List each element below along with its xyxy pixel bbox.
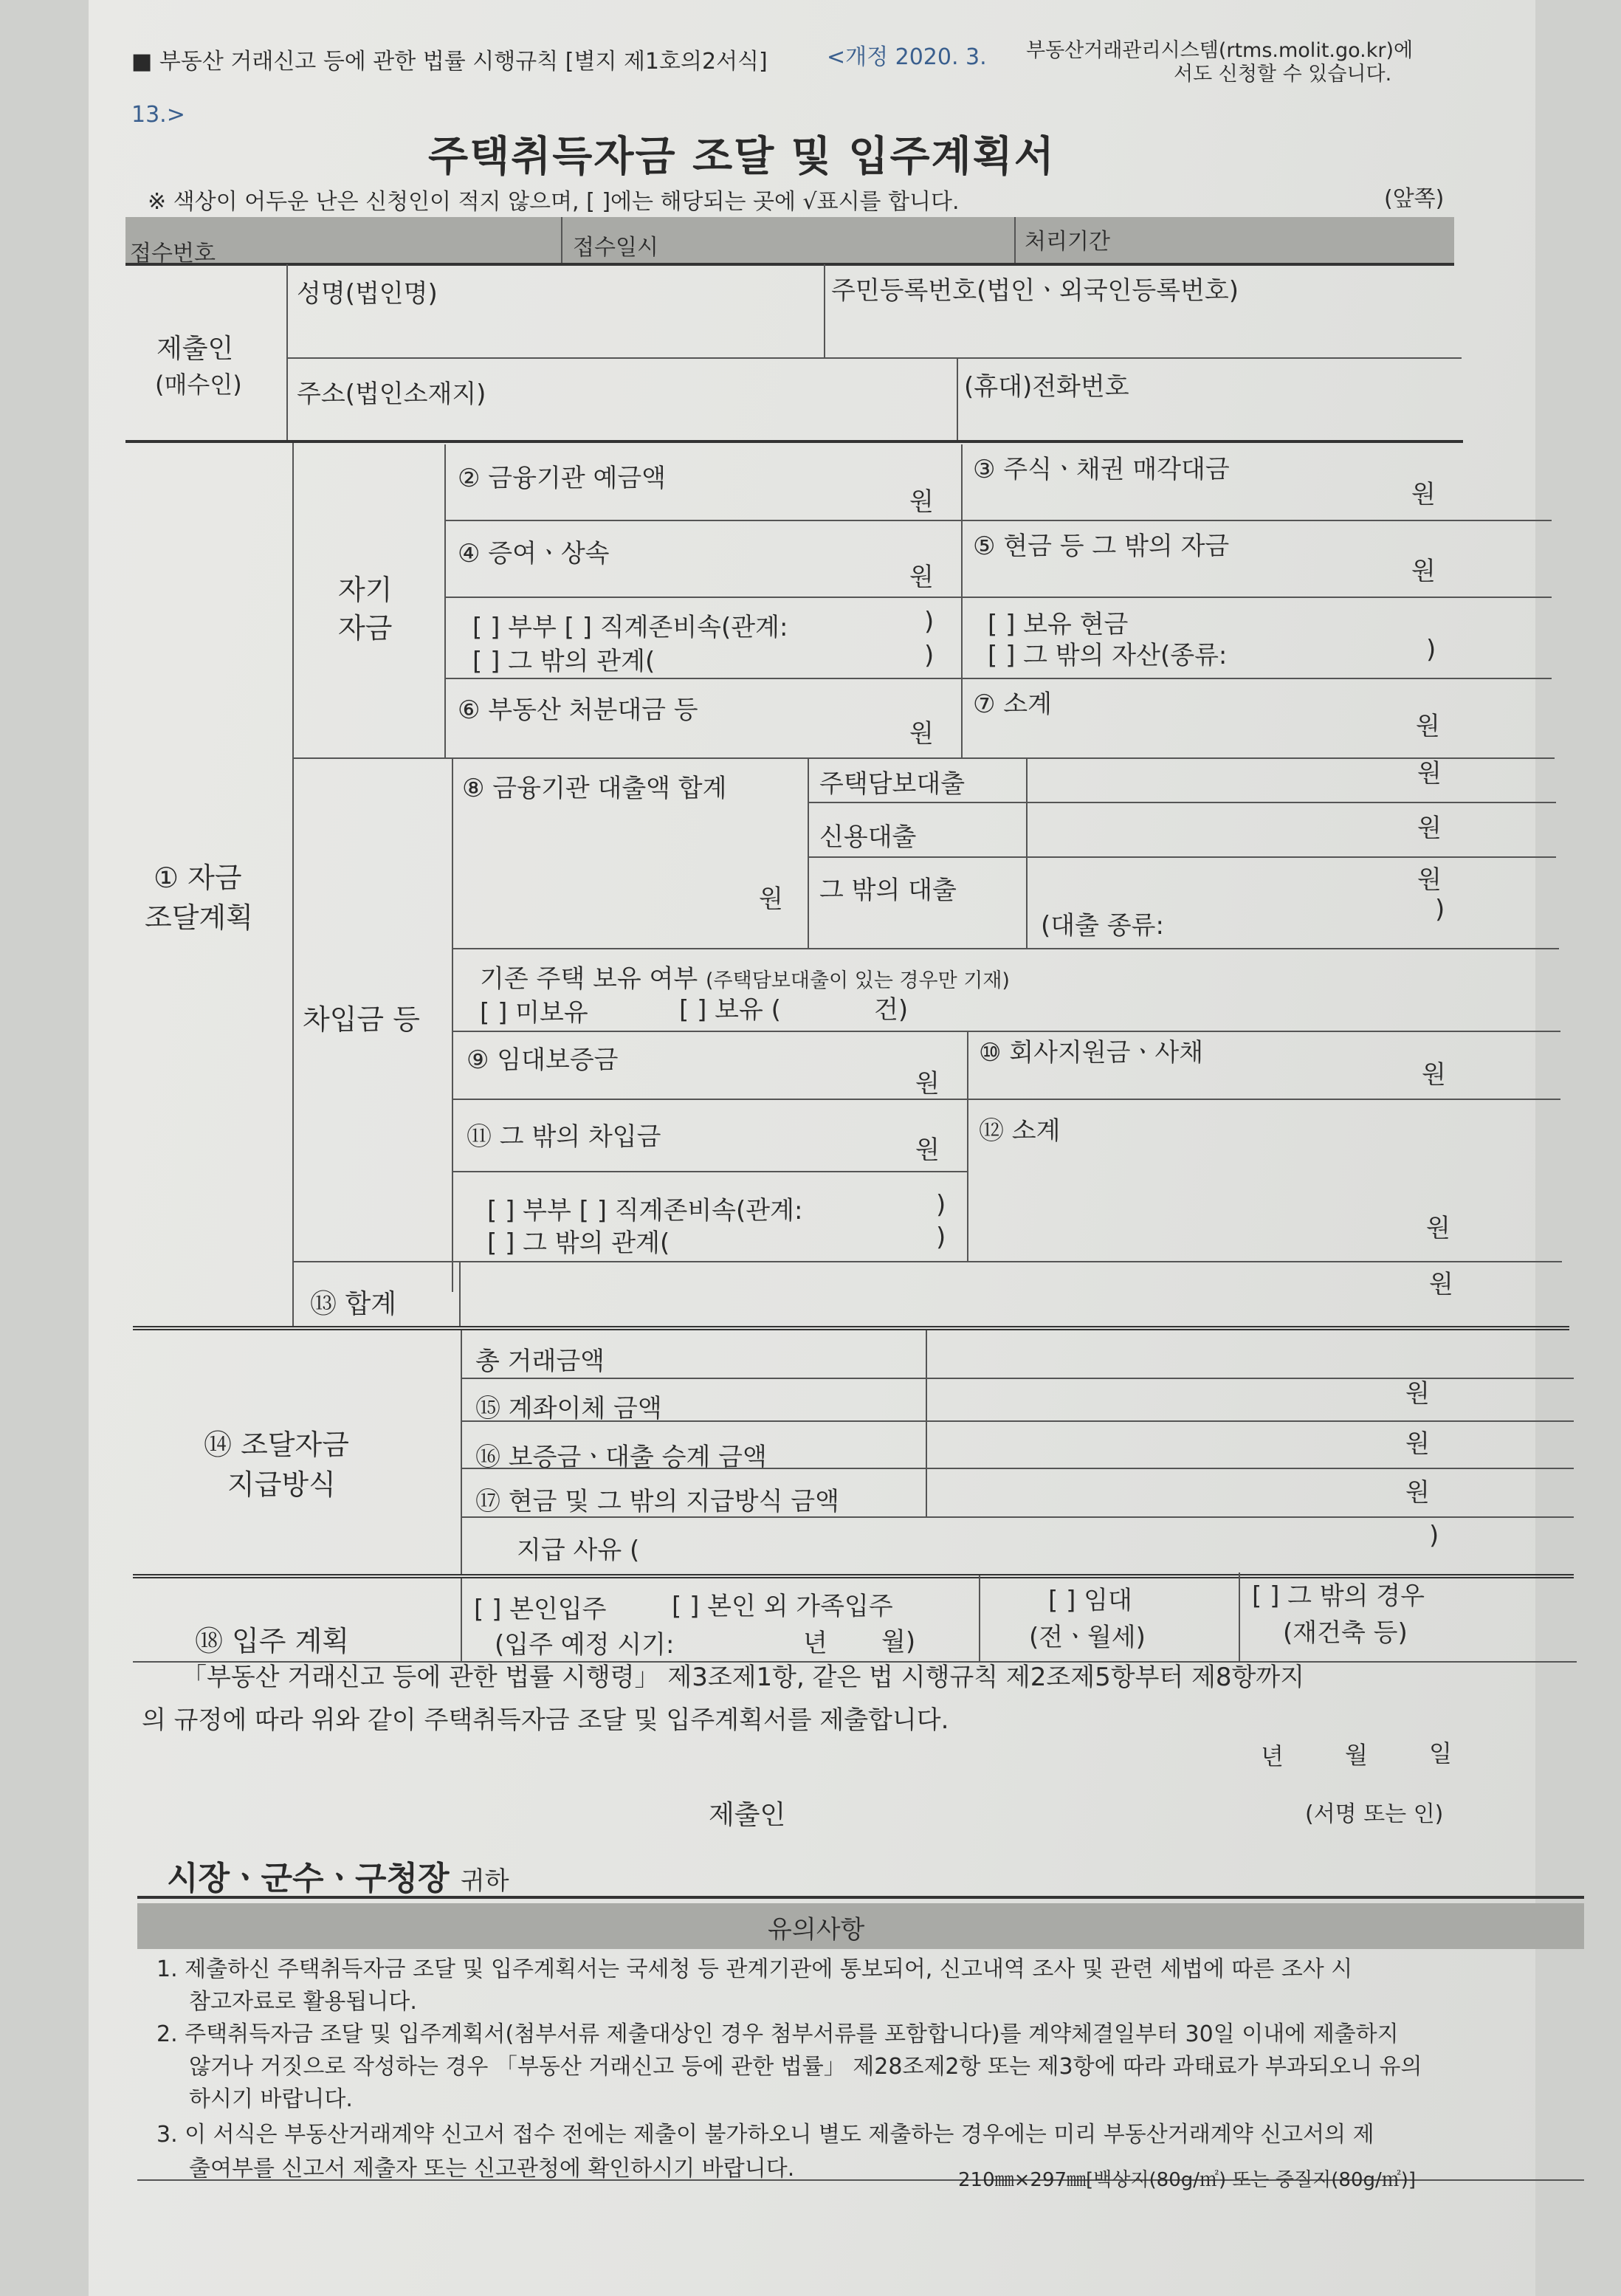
self-occupancy-checkbox[interactable]: [ ] 본인입주 [474, 1595, 607, 1624]
assumed-amount-label: ⑯ 보증금ㆍ대출 승계 금액 [475, 1443, 767, 1472]
occupancy-plan-label: ⑱ 입주 계획 [195, 1625, 349, 1657]
rule [286, 357, 1462, 359]
other-case-checkbox[interactable]: [ ] 그 밖의 경우 [1252, 1581, 1425, 1611]
property-sale-unit: 원 [909, 719, 934, 749]
recipient [167, 1852, 509, 1899]
total-amount-label: 총 거래금액 [475, 1347, 605, 1376]
note-2-line-3: 하시기 바랍니다. [189, 2086, 353, 2112]
divider [1014, 217, 1016, 263]
borrow-subtotal-unit: 원 [1426, 1214, 1450, 1243]
rule [137, 1896, 1584, 1899]
note-3-line-1: 3. 이 서식은 부동산거래계약 신고서 접수 전에는 제출이 불가하오니 별도 제출하는 경우에는 미리 부동산거래계약 신고서의 제 [156, 2122, 1374, 2148]
date-day[interactable]: 일 [1429, 1739, 1452, 1767]
divider [967, 1031, 968, 1261]
note-2-line-1: 2. 주택취득자금 조달 및 입주계획서(첨부서류 제출대상인 경우 첨부서류를 포함합니다)를 계약체결일부터 30일 이내에 제출하지 [156, 2021, 1399, 2047]
payment-reason-field[interactable]: 지급 사유 ( [517, 1536, 640, 1565]
lease-deposit-label: ⑨ 임대보증금 [467, 1045, 619, 1075]
own-subtotal-label: ⑦ 소계 [973, 690, 1052, 719]
page-side: (앞쪽) [1384, 186, 1445, 212]
borrow-relation-checkbox-2[interactable]: [ ] 그 밖의 관계( [487, 1228, 670, 1258]
gift-label: ④ 증여ㆍ상속 [458, 539, 610, 568]
note-2-line-2: 않거나 거짓으로 작성하는 경우 「부동산 거래신고 등에 관한 법률」 제28조제2항 또는 제3항에 따라 과태료가 부과되오니 유의 [189, 2054, 1422, 2080]
paren-close: ) [936, 1190, 946, 1220]
property-sale-label: ⑥ 부동산 처분대금 등 [458, 695, 698, 725]
cash-unit: 원 [1411, 557, 1436, 586]
declaration-line-2: 의 규정에 따라 위와 같이 주택취득자금 조달 및 입주계획서를 제출합니다. [142, 1705, 949, 1735]
form-sheet [89, 0, 1535, 2296]
notes-title: 유의사항 [768, 1915, 865, 1945]
rule [808, 802, 1556, 803]
other-assets-checkbox[interactable]: [ ] 그 밖의 자산(종류: [988, 641, 1228, 670]
page-title: 주택취득자금 조달 및 입주계획서 [428, 133, 1056, 181]
online-notice-2: 서도 신청할 수 있습니다. [1174, 63, 1392, 86]
note-1-line-2: 참고자료로 활용됩니다. [189, 1989, 417, 2015]
online-notice-1: 부동산거래관리시스템(rtms.molit.go.kr)에 [1026, 39, 1414, 62]
funding-plan-label-2: 조달계획 [145, 901, 253, 934]
cash-label: ⑤ 현금 등 그 밖의 자금 [973, 532, 1230, 561]
receipt-number-label: 접수번호 [130, 241, 216, 267]
move-in-year[interactable]: 년 [803, 1629, 827, 1658]
borrowing-label: 차입금 등 [303, 1003, 420, 1036]
rule [452, 948, 1559, 949]
other-loan-unit: 원 [1417, 865, 1442, 895]
date-month[interactable]: 월 [1345, 1741, 1368, 1769]
own-funds-label-2: 자금 [338, 612, 393, 645]
id-number-field[interactable]: 주민등록번호(법인ㆍ외국인등록번호) [831, 276, 1239, 306]
deposit-label: ② 금융기관 예금액 [458, 464, 667, 493]
company-support-unit: 원 [1422, 1060, 1446, 1090]
loan-total-label: ⑧ 금융기관 대출액 합계 [462, 774, 727, 803]
cash-held-checkbox[interactable]: [ ] 보유 현금 [988, 610, 1129, 639]
rule [452, 1171, 967, 1172]
rule [461, 1516, 1574, 1518]
rule [461, 1420, 1574, 1422]
borrow-relation-checkbox-1[interactable]: [ ] 부부 [ ] 직계존비속(관계: [487, 1196, 803, 1226]
cash-other-label: ⑰ 현금 및 그 밖의 지급방식 금액 [475, 1487, 839, 1516]
rule [125, 440, 1463, 443]
credit-loan-unit: 원 [1417, 814, 1442, 843]
submitter-sub-label: (매수인) [155, 371, 242, 399]
payment-reason-close: ) [1429, 1521, 1439, 1550]
gift-relation-checkbox-1[interactable]: [ ] 부부 [ ] 직계존비속(관계: [472, 613, 788, 642]
cash-other-unit: 원 [1405, 1478, 1430, 1508]
divider [292, 443, 294, 1326]
note-3-line-2: 출여부를 신고서 제출자 또는 신고관청에 확인하시기 바랍니다. [189, 2156, 795, 2182]
divider [824, 264, 825, 357]
transfer-label: ⑮ 계좌이체 금액 [475, 1394, 662, 1423]
divider [459, 1261, 461, 1327]
move-in-schedule-label: (입주 예정 시기: [495, 1630, 675, 1660]
paren-close: ) [924, 607, 935, 636]
rule [125, 263, 1454, 266]
divider [957, 357, 958, 440]
deposit-unit: 원 [909, 487, 934, 517]
stocks-label: ③ 주식ㆍ채권 매각대금 [973, 455, 1230, 484]
rule [292, 1261, 1562, 1262]
divider [561, 217, 562, 263]
house-own-note: (주택담보대출이 있는 경우만 기재) [706, 969, 1010, 992]
transfer-unit: 원 [1405, 1379, 1430, 1409]
gift-unit: 원 [909, 563, 934, 592]
rule [292, 757, 1555, 759]
other-case-note: (재건축 등) [1283, 1618, 1408, 1648]
recipient-title: 시장ㆍ군수ㆍ구청장 [167, 1860, 450, 1897]
stocks-unit: 원 [1411, 480, 1436, 509]
other-loan-label: 그 밖의 대출 [819, 876, 957, 905]
address-field[interactable]: 주소(법인소재지) [297, 379, 486, 409]
divider [461, 1330, 462, 1575]
submitter-signature-label: 제출인 [709, 1800, 786, 1830]
other-borrowing-label: ⑪ 그 밖의 차입금 [467, 1122, 661, 1152]
divider [452, 759, 453, 1292]
rule [444, 520, 1552, 521]
mortgage-unit: 원 [1417, 759, 1442, 788]
processing-period-label: 처리기간 [1025, 229, 1110, 255]
loan-total-unit: 원 [759, 884, 783, 914]
divider [444, 444, 446, 757]
credit-loan-label: 신용대출 [819, 822, 917, 852]
divider [808, 759, 809, 949]
instruction-note: ※ 색상이 어두운 난은 신청인이 적지 않으며, [ ]에는 해당되는 곳에 √표시를 합니다. [148, 189, 960, 215]
revision-day: 13.> [131, 102, 185, 128]
legal-reference: ■ 부동산 거래신고 등에 관한 법률 시행규칙 [별지 제1호의2서식] [131, 49, 768, 75]
rule [444, 597, 1552, 598]
date-year[interactable]: 년 [1261, 1742, 1284, 1770]
divider [1239, 1573, 1240, 1661]
rule [808, 856, 1556, 858]
assumed-amount-unit: 원 [1405, 1429, 1430, 1459]
declaration-line-1: 「부동산 거래신고 등에 관한 법률 시행령」 제3조제1항, 같은 법 시행규칙 제2조제5항부터 제8항까지 [182, 1663, 1305, 1692]
note-1-line-1: 1. 제출하신 주택취득자금 조달 및 입주계획서는 국세청 등 관계기관에 통보되어, 신고내역 조사 및 관련 세법에 따른 조사 시 [156, 1956, 1353, 1982]
divider [979, 1575, 980, 1661]
receipt-bar [125, 217, 1454, 263]
paren-close: ) [1435, 895, 1445, 924]
divider [286, 264, 288, 441]
own-subtotal-unit: 원 [1416, 712, 1440, 741]
submitter-label: 제출인 [156, 334, 234, 364]
other-borrowing-unit: 원 [915, 1135, 940, 1165]
house-owned-checkbox[interactable]: [ ] 보유 ( [679, 995, 781, 1025]
grand-total-label: ⑬ 합계 [310, 1289, 396, 1319]
signature-field[interactable]: (서명 또는 인) [1305, 1801, 1444, 1827]
payment-method-label-1: ⑭ 조달자금 [204, 1429, 349, 1461]
funding-plan-label-1: ① 자금 [154, 862, 242, 894]
recipient-honorific: 귀하 [460, 1866, 509, 1896]
lease-deposit-unit: 원 [915, 1069, 940, 1099]
payment-method-label-2: 지급방식 [227, 1468, 336, 1501]
lease-checkbox[interactable]: [ ] 임대 [1048, 1586, 1132, 1615]
company-support-label: ⑩ 회사지원금ㆍ사채 [979, 1038, 1204, 1068]
house-own-text: 기존 주택 보유 여부 [480, 964, 698, 994]
rule [444, 678, 1552, 679]
own-funds-label-1: 자기 [338, 574, 393, 606]
house-count-unit: 건) [874, 995, 909, 1025]
paren-close: ) [924, 641, 935, 670]
phone-field[interactable]: (휴대)전화번호 [964, 372, 1129, 402]
mortgage-label: 주택담보대출 [819, 769, 966, 799]
divider [926, 1330, 927, 1516]
rule [452, 1099, 1560, 1100]
move-in-month[interactable]: 월) [881, 1627, 916, 1657]
grand-total-unit: 원 [1429, 1270, 1453, 1299]
family-occupancy-checkbox[interactable]: [ ] 본인 외 가족입주 [672, 1592, 893, 1621]
divider [461, 1578, 462, 1661]
divider [1026, 759, 1028, 949]
paper-spec: 210㎜×297㎜[백상지(80g/㎡) 또는 중질지(80g/㎡)] [958, 2169, 1417, 2191]
revision-date: <개정 2020. 3. [827, 44, 987, 70]
gift-relation-checkbox-2[interactable]: [ ] 그 밖의 관계( [472, 647, 655, 676]
loan-type-field[interactable]: (대출 종류: [1041, 911, 1164, 941]
paren-close: ) [936, 1223, 946, 1252]
borrow-subtotal-label: ⑫ 소계 [979, 1116, 1061, 1146]
divider [961, 444, 963, 757]
lease-type: (전ㆍ월세) [1029, 1623, 1146, 1652]
rule [461, 1468, 1574, 1469]
rule [133, 1326, 1569, 1330]
paren-close: ) [1426, 635, 1436, 664]
name-field[interactable]: 성명(법인명) [297, 279, 438, 309]
receipt-date-label: 접수일시 [573, 235, 658, 261]
house-none-checkbox[interactable]: [ ] 미보유 [480, 998, 588, 1028]
